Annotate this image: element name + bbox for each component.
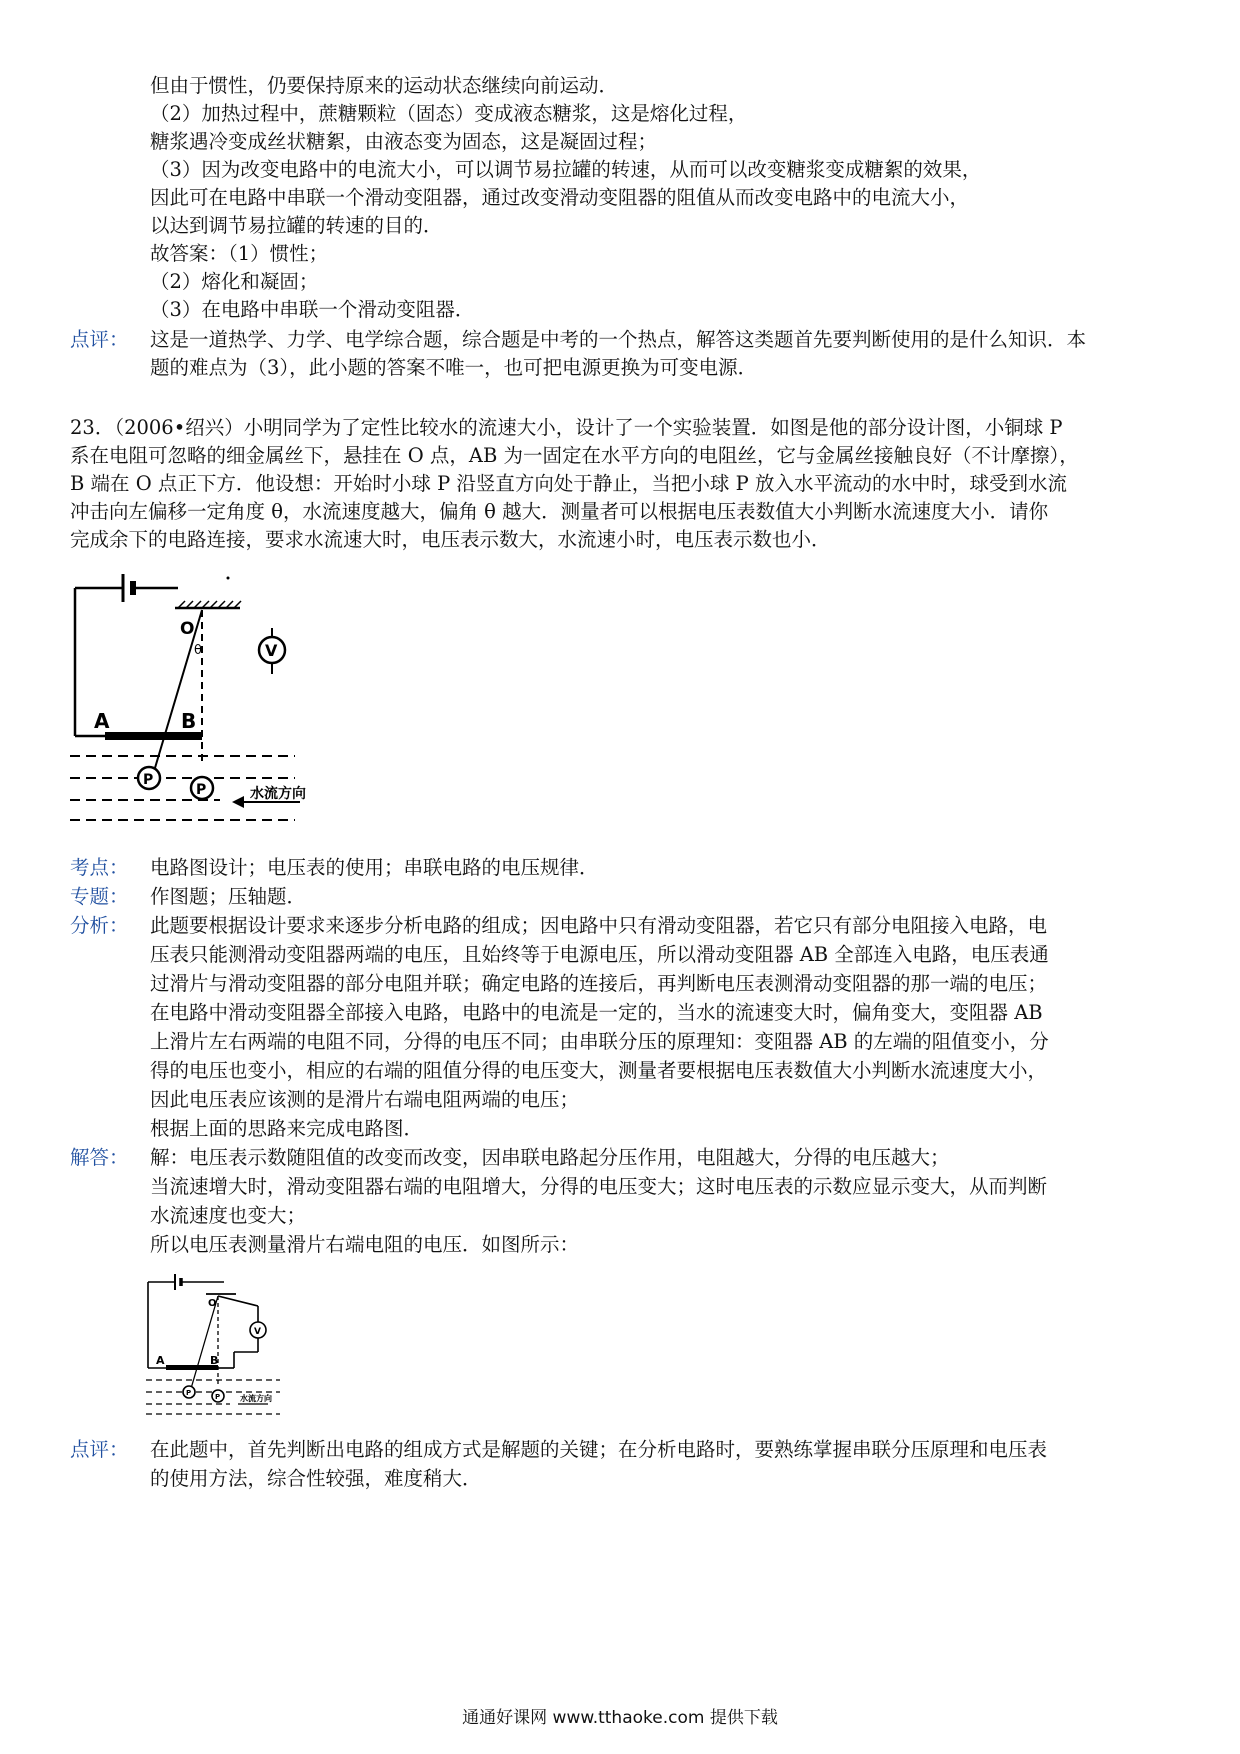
label-o: O xyxy=(208,1298,217,1309)
question-line: 23．（2006•绍兴）小明同学为了定性比较水的流速大小，设计了一个实验装置．如图是他的部分设计图，小铜球 P xyxy=(70,416,1063,439)
circuit-diagram-question xyxy=(60,570,360,830)
label-a: A xyxy=(156,1354,165,1367)
label-a: A xyxy=(94,709,110,733)
label-b: B xyxy=(181,709,197,733)
flow-arrow-head xyxy=(232,796,244,808)
label-p: P xyxy=(143,772,154,788)
label-b: B xyxy=(210,1354,219,1367)
fenxi-line: 过滑片与滑动变阻器的部分电阻并联；确定电路的连接后，再判断电压表测滑动变阻器的那一端的电压； xyxy=(150,972,1048,995)
answer-line: 故答案：（1）惯性； xyxy=(150,242,329,265)
question-line: 完成余下的电路连接，要求水流速大时，电压表示数大，水流速小时，电压表示数也小． xyxy=(70,528,831,551)
comment-line: 的使用方法，综合性较强，难度稍大． xyxy=(150,1467,482,1490)
answer-line: （2）熔化和凝固； xyxy=(150,270,319,293)
comment-line: 这是一道热学、力学、电学综合题，综合题是中考的一个热点，解答这类题首先要判断使用的是什么知识．本 xyxy=(150,328,1087,351)
jieda-line: 所以电压表测量滑片右端电阻的电压．如图所示： xyxy=(150,1233,580,1256)
comment-line: 在此题中，首先判断出电路的组成方式是解题的关键；在分析电路时，要熟练掌握串联分压原理和电压表 xyxy=(150,1438,1048,1461)
label-o: O xyxy=(180,619,195,639)
text-line: 因此可在电路中串联一个滑动变阻器，通过改变滑动变阻器的阻值从而改变电路中的电流大小， xyxy=(150,186,970,209)
kaodian-text: 电路图设计；电压表的使用；串联电路的电压规律． xyxy=(150,856,599,879)
jieda-line: 水流速度也变大； xyxy=(150,1204,307,1227)
comment-label: 点评： xyxy=(70,1438,129,1461)
label-p: P xyxy=(186,1389,192,1397)
fenxi-line: 根据上面的思路来完成电路图． xyxy=(150,1117,424,1140)
jieda-line: 当流速增大时，滑动变阻器右端的电阻增大，分得的电压变大；这时电压表的示数应显示变大，从而判断 xyxy=(150,1175,1048,1198)
zhuanti-text: 作图题；压轴题． xyxy=(150,885,307,908)
voltmeter-label: V xyxy=(254,1327,261,1337)
question-line: B 端在 O 点正下方．他设想：开始时小球 P 沿竖直方向处于静止，当把小球 P 放入水平流动的水中时，球受到水流 xyxy=(70,472,1067,495)
speck xyxy=(227,577,230,580)
fenxi-line: 在电路中滑动变阻器全部接入电路，电路中的电流是一定的，当水的流速变大时，偏角变大，变阻器 AB xyxy=(150,1001,1043,1024)
resistor-ab xyxy=(105,732,202,740)
comment-line: 题的难点为（3），此小题的答案不唯一，也可把电源更换为可变电源． xyxy=(150,356,758,379)
answer-line: （3）在电路中串联一个滑动变阻器． xyxy=(150,298,475,321)
jieda-line: 解：电压表示数随阻值的改变而改变，因串联电路起分压作用，电阻越大，分得的电压越大； xyxy=(150,1146,950,1169)
text-line: 以达到调节易拉罐的转速的目的． xyxy=(150,214,443,237)
label-p: P xyxy=(215,1393,221,1401)
flow-direction-label: 水流方向 xyxy=(250,786,306,802)
text-line: （2）加热过程中，蔗糖颗粒（固态）变成液态糖浆，这是熔化过程， xyxy=(150,102,748,125)
zhuanti-label: 专题： xyxy=(70,885,129,908)
text-line: 但由于惯性，仍要保持原来的运动状态继续向前运动． xyxy=(150,74,619,97)
metal-wire xyxy=(152,610,202,778)
fenxi-line: 此题要根据设计要求来逐步分析电路的组成；因电路中只有滑动变阻器，若它只有部分电阻接入电路，电 xyxy=(150,914,1048,937)
label-p: P xyxy=(196,782,207,798)
fenxi-line: 压表只能测滑动变阻器两端的电压，且始终等于电源电压，所以滑动变阻器 AB 全部连入电路，电压表通 xyxy=(150,943,1049,966)
fenxi-line: 得的电压也变小，相应的右端的阻值分得的电压变大，测量者要根据电压表数值大小判断水流速度大小， xyxy=(150,1059,1048,1082)
comment-label: 点评： xyxy=(70,328,129,351)
fenxi-label: 分析： xyxy=(70,914,129,937)
fenxi-line: 上滑片左右两端的电阻不同，分得的电压不同；由串联分压的原理知：变阻器 AB 的左端的阻值变小，分 xyxy=(150,1030,1049,1053)
fenxi-line: 因此电压表应该测的是滑片右端电阻两端的电压； xyxy=(150,1088,580,1111)
circuit-diagram-answer xyxy=(140,1268,300,1418)
voltmeter-label: V xyxy=(265,641,278,660)
question-line: 系在电阻可忽略的细金属丝下，悬挂在 O 点，AB 为一固定在水平方向的电阻丝，它与金属丝接触良好（不计摩擦）， xyxy=(70,444,1079,467)
text-line: （3）因为改变电路中的电流大小，可以调节易拉罐的转速，从而可以改变糖浆变成糖絮的效果， xyxy=(150,158,982,181)
question-line: 冲击向左偏移一定角度 θ，水流速度越大，偏角 θ 越大．测量者可以根据电压表数值大小判断水流速度大小．请你 xyxy=(70,500,1049,523)
flow-direction-label: 水流方向 xyxy=(240,1394,272,1403)
text-line: 糖浆遇冷变成丝状糖絮，由液态变为固态，这是凝固过程； xyxy=(150,130,658,153)
label-theta: θ xyxy=(194,643,202,658)
kaodian-label: 考点： xyxy=(70,856,129,879)
jieda-label: 解答： xyxy=(70,1146,129,1169)
page-footer: 通通好课网 www.tthaoke.com 提供下载 xyxy=(462,1708,778,1728)
